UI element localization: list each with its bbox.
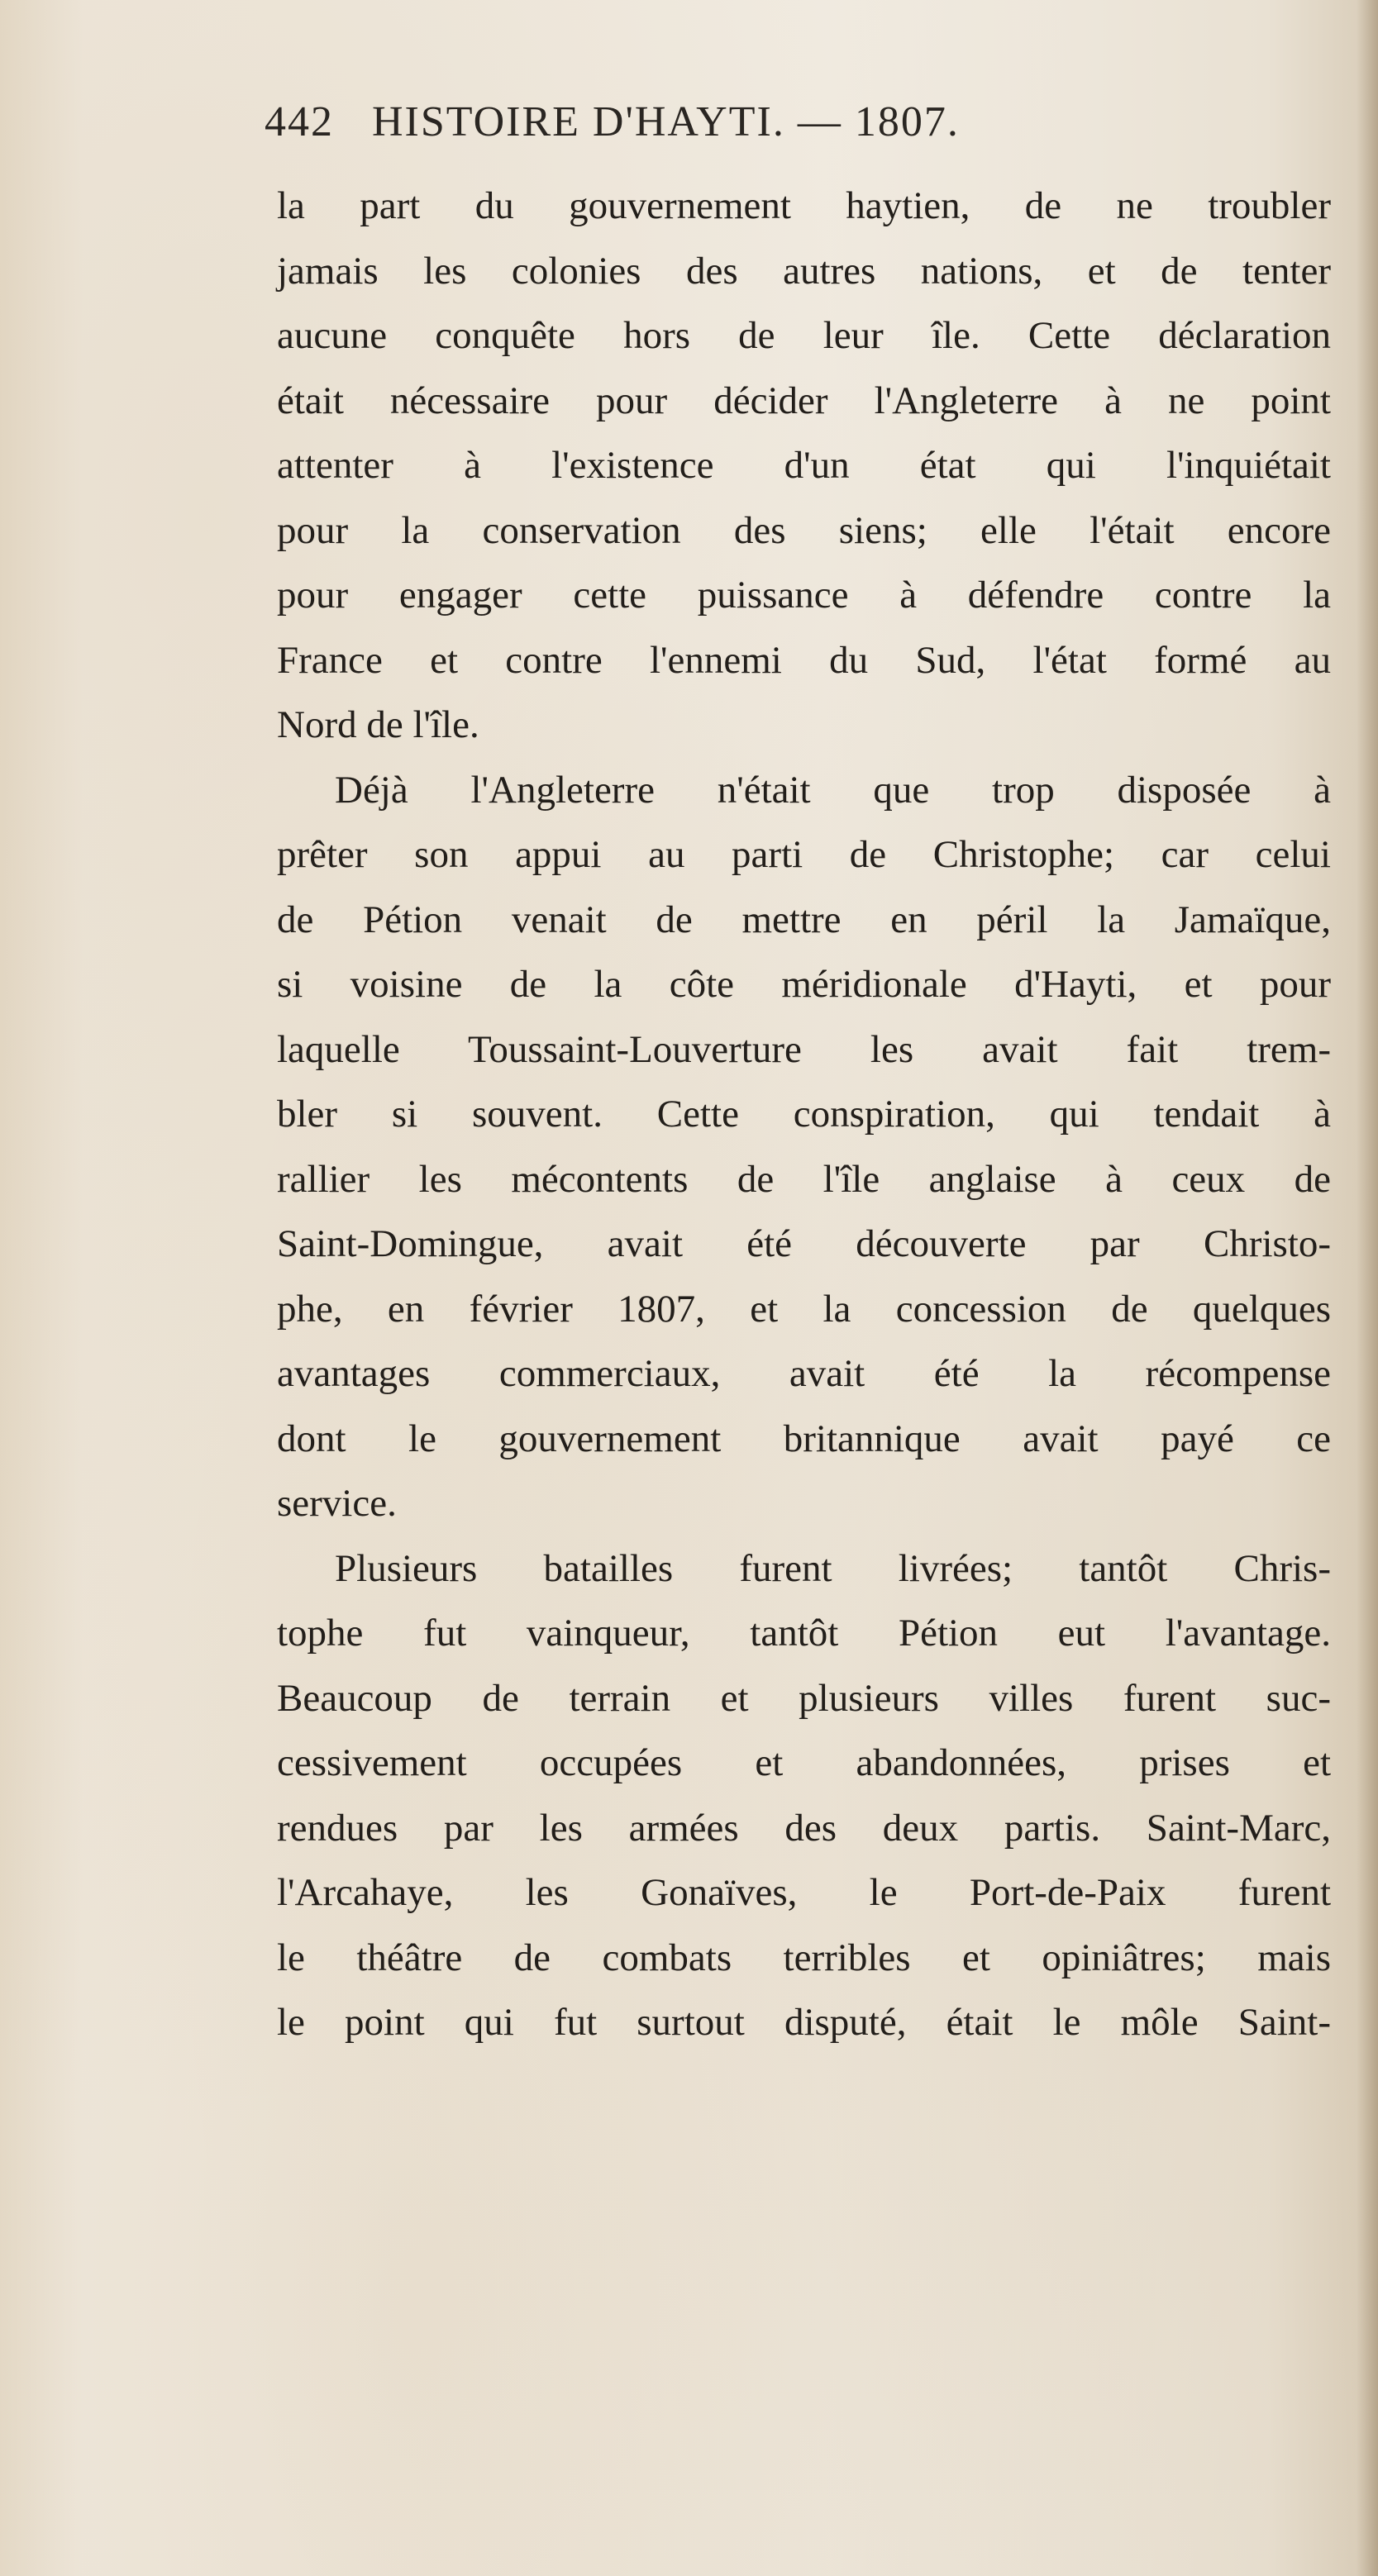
text-line: Beaucoup de terrain et plusieurs villes furent suc- — [277, 1676, 1331, 1720]
paragraph — [277, 758, 1331, 1536]
text-line: dont le gouvernement britannique avait payé ce — [277, 1417, 1331, 1460]
text-line: de Pétion venait de mettre en péril la Jamaïque, — [277, 898, 1331, 941]
running-header — [265, 98, 1199, 164]
text-line: prêter son appui au parti de Christophe; car celui — [277, 833, 1331, 876]
text-line: rendues par les armées des deux partis. Saint-Marc, — [277, 1806, 1331, 1850]
text-line: Plusieurs batailles furent livrées; tantôt Chris- — [335, 1546, 1331, 1590]
text-line: le théâtre de combats terribles et opiniâtres; mais — [277, 1936, 1331, 1979]
text-line: le point qui fut surtout disputé, était le môle Saint- — [277, 2001, 1331, 2044]
body-text — [277, 174, 1331, 2055]
text-line: tophe fut vainqueur, tantôt Pétion eut l'avantage. — [277, 1612, 1331, 1655]
page-number: 442 — [265, 98, 334, 145]
page-edge-shadow — [1357, 0, 1378, 2576]
text-line: Nord de l'île. — [277, 703, 479, 746]
text-line: bler si souvent. Cette conspiration, qui tendait à — [277, 1093, 1331, 1136]
text-line: si voisine de la côte méridionale d'Hayti, et pour — [277, 963, 1331, 1006]
text-line: pour engager cette puissance à défendre contre la — [277, 574, 1331, 617]
paragraph — [277, 174, 1331, 758]
text-line: l'Arcahaye, les Gonaïves, le Port-de-Paix furent — [277, 1871, 1331, 1914]
running-title: HISTOIRE D'HAYTI. — 1807. — [372, 98, 960, 145]
text-line: France et contre l'ennemi du Sud, l'état formé au — [277, 638, 1331, 682]
text-line: service. — [277, 1482, 397, 1525]
paragraph — [277, 1536, 1331, 2055]
text-line: laquelle Toussaint-Louverture les avait fait trem- — [277, 1027, 1331, 1071]
text-line: pour la conservation des siens; elle l'était encore — [277, 508, 1331, 552]
text-line: était nécessaire pour décider l'Angleterre à ne point — [277, 379, 1331, 422]
text-line: aucune conquête hors de leur île. Cette déclaration — [277, 314, 1331, 357]
text-line: Saint-Domingue, avait été découverte par Christo- — [277, 1222, 1331, 1265]
text-line: phe, en février 1807, et la concession de quelques — [277, 1287, 1331, 1331]
text-line: avantages commerciaux, avait été la récompense — [277, 1352, 1331, 1395]
text-line: Déjà l'Angleterre n'était que trop disposée à — [335, 768, 1331, 812]
text-line: la part du gouvernement haytien, de ne troubler — [277, 184, 1331, 227]
text-line: attenter à l'existence d'un état qui l'inquiétait — [277, 444, 1331, 487]
text-line: cessivement occupées et abandonnées, prises et — [277, 1741, 1331, 1784]
text-line: rallier les mécontents de l'île anglaise à ceux de — [277, 1157, 1331, 1201]
text-line: jamais les colonies des autres nations, et de tenter — [277, 249, 1331, 293]
